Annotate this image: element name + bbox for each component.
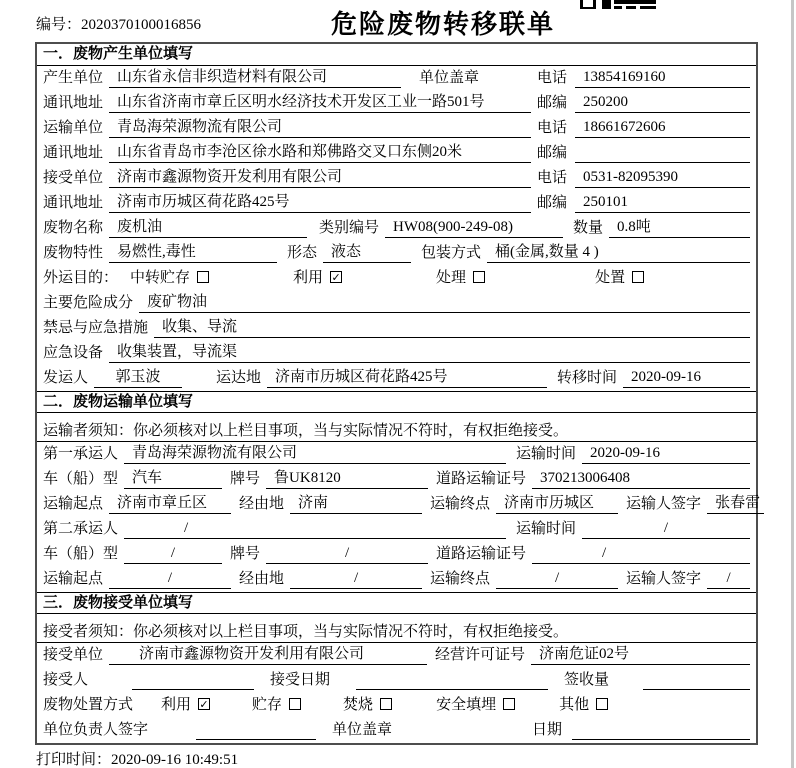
disposal-landfill-checkbox (503, 698, 515, 710)
disposal-use-option (161, 693, 210, 715)
packing-value: 桶(金属,数量 4 ) (487, 240, 750, 263)
accepting-unit-label: 接受单位 (43, 647, 104, 663)
vehicle1-plate-label: 牌号 (230, 471, 261, 487)
destination-value: 济南市历城区荷花路425号 (267, 365, 547, 388)
producer-phone-value: 13854169160 (575, 69, 750, 88)
producer-zip-value: 250200 (575, 94, 750, 113)
transporter-zip-value (575, 145, 750, 163)
accept-amount-label: 签收量 (564, 672, 610, 688)
producer-zip-group (537, 91, 750, 113)
shipper-value: 郭玉波 (94, 365, 182, 388)
category-number-label: 类别编号 (319, 220, 380, 236)
receiver-label: 接受单位 (43, 170, 104, 186)
shipping-row (37, 366, 756, 391)
disposal-row (37, 693, 756, 718)
disposal-burn-option (343, 693, 392, 715)
hazard-value: 废矿物油 (139, 290, 750, 313)
receiver-phone-value: 0531-82095390 (575, 169, 750, 188)
quantity-value: 0.8吨 (609, 215, 750, 238)
route2-end-label: 运输终点 (430, 571, 491, 587)
carrier2-time-value: / (582, 520, 750, 539)
treat-label: 处理 (436, 270, 467, 286)
sign-date-value (572, 722, 750, 740)
waste-property-label: 废物特性 (43, 245, 104, 261)
waste-property-value: 易燃性,毒性 (109, 240, 277, 263)
carrier1-label: 第一承运人 (43, 446, 119, 462)
carrier1-row (37, 442, 756, 467)
sign-date-label: 日期 (532, 722, 563, 738)
purpose-transfer-storage-option (130, 266, 209, 288)
emergency-equipment-value: 收集装置，导流渠 (109, 340, 750, 363)
form-value: 液态 (323, 240, 411, 263)
carrier2-time-label: 运输时间 (516, 521, 577, 537)
signature-row (37, 718, 756, 743)
producer-address-label: 通讯地址 (43, 95, 104, 111)
disposal-landfill-option (436, 693, 515, 715)
receiver-value: 济南市鑫源物资开发利用有限公司 (109, 165, 531, 188)
route1-via-value: 济南 (290, 491, 422, 514)
purpose-treat-option (436, 266, 485, 288)
waste-name-value: 废机油 (109, 215, 307, 238)
transporter-phone-group (537, 116, 750, 138)
transporter-address-label: 通讯地址 (43, 145, 104, 161)
route2-via-label: 经由地 (239, 571, 285, 587)
section2-header: 二．废物运输单位填写 (37, 391, 756, 413)
vehicle2-plate-value: / (266, 545, 428, 564)
carrier2-row (37, 517, 756, 542)
transporter-zip-label: 邮编 (537, 145, 568, 161)
purpose-row (37, 266, 756, 291)
emergency-equipment-label: 应急设备 (43, 345, 104, 361)
waste-name-row (37, 216, 756, 241)
transporter-label: 运输单位 (43, 120, 104, 136)
route1-row (37, 492, 761, 517)
print-time-value: 2020-09-16 10:49:51 (111, 752, 239, 768)
receiver-row (37, 166, 756, 191)
producer-row (37, 66, 756, 91)
route2-start-label: 运输起点 (43, 571, 104, 587)
dispose-label: 处置 (595, 270, 626, 286)
disposal-other-checkbox (596, 698, 608, 710)
producer-address-value: 山东省济南市章丘区明水经济技术开发区工业一路501号 (109, 90, 531, 113)
receiver-address-row (37, 191, 756, 216)
carrier1-time-value: 2020-09-16 (582, 445, 750, 464)
route1-sign-value: 张春雷 (707, 491, 764, 514)
use-checkbox: ✓ (331, 270, 341, 284)
route2-end-value: / (496, 570, 618, 589)
disposal-storage-option (252, 693, 301, 715)
producer-value: 山东省永信非织造材料有限公司 (109, 65, 401, 88)
vehicle2-type-label: 车（船）型 (43, 546, 119, 562)
transporter-address-value: 山东省青岛市李沧区徐水路和郑佛路交叉口东侧20米 (109, 140, 531, 163)
emergency-measures-row (37, 316, 756, 341)
route1-start-value: 济南市章丘区 (109, 491, 231, 514)
transporter-notice: 运输者须知：你必须核对以上栏目事项，当与实际情况不符时，有权拒绝接受。 (37, 413, 756, 442)
accept-row (37, 668, 756, 693)
print-time-label: 打印时间： (36, 752, 112, 768)
vehicle1-row (37, 467, 756, 492)
transporter-row (37, 116, 756, 141)
route1-end-value: 济南市历城区 (496, 491, 618, 514)
producer-phone-group (537, 66, 750, 88)
vehicle2-license-value: / (532, 545, 750, 564)
producer-zip-label: 邮编 (537, 95, 568, 111)
transfer-storage-checkbox (197, 271, 209, 283)
receiver-phone-label: 电话 (537, 170, 568, 186)
disposal-burn-checkbox (380, 698, 392, 710)
use-label: 利用 (293, 270, 324, 286)
hazard-row (37, 291, 756, 316)
print-time (36, 748, 238, 768)
treat-checkbox (473, 271, 485, 283)
vehicle2-plate-label: 牌号 (230, 546, 261, 562)
purpose-use-option (293, 266, 342, 288)
section3-header: 三．废物接受单位填写 (37, 592, 756, 614)
producer-phone-label: 电话 (537, 70, 568, 86)
destination-label: 运达地 (216, 370, 262, 386)
disposal-label: 废物处置方式 (43, 697, 134, 713)
waste-name-label: 废物名称 (43, 220, 104, 236)
waste-property-row (37, 241, 756, 266)
transporter-phone-value: 18661672606 (575, 119, 750, 138)
transporter-zip-group (537, 141, 750, 163)
vehicle1-license-value: 370213006408 (532, 470, 750, 489)
receiver-phone-group (537, 166, 750, 188)
receiver-zip-value: 250101 (575, 194, 750, 213)
transfer-storage-label: 中转贮存 (130, 270, 191, 286)
disposal-use-label: 利用 (161, 697, 192, 713)
carrier1-time-label: 运输时间 (516, 446, 577, 462)
route2-sign-value: / (707, 570, 750, 589)
vehicle1-plate-value: 鲁UK8120 (266, 466, 428, 489)
vehicle1-type-label: 车（船）型 (43, 471, 119, 487)
transfer-time-label: 转移时间 (557, 370, 618, 386)
emergency-measures-value: 收集、导流 (154, 315, 750, 338)
route2-row (37, 567, 756, 592)
operating-license-value: 济南危证02号 (531, 642, 750, 665)
receiver-zip-group (537, 191, 750, 213)
emergency-equipment-row (37, 341, 756, 366)
right-page-border (791, 0, 794, 768)
route1-end-label: 运输终点 (430, 496, 491, 512)
transporter-phone-label: 电话 (537, 120, 568, 136)
purpose-dispose-option (595, 266, 644, 288)
disposal-use-checkbox: ✓ (199, 697, 209, 711)
accept-person-label: 接受人 (43, 672, 89, 688)
emergency-measures-label: 禁忌与应急措施 (43, 320, 149, 336)
transporter-value: 青岛海荣源物流有限公司 (109, 115, 531, 138)
route2-sign-label: 运输人签字 (626, 571, 702, 587)
page-title: 危险废物转移联单 (330, 10, 555, 39)
accepting-unit-value: 济南市鑫源物资开发利用有限公司 (109, 642, 427, 665)
form-label: 形态 (287, 245, 318, 261)
accepting-unit-row (37, 643, 756, 668)
producer-label: 产生单位 (43, 70, 104, 86)
disposal-storage-checkbox (289, 698, 301, 710)
receiver-address-value: 济南市历城区荷花路425号 (109, 190, 531, 213)
disposal-burn-label: 焚烧 (343, 697, 374, 713)
dispose-checkbox (632, 271, 644, 283)
serial-label: 编号： (36, 17, 82, 33)
section1-header: 一．废物产生单位填写 (37, 44, 756, 66)
manifest-form (35, 42, 761, 745)
receiver-address-label: 通讯地址 (43, 195, 104, 211)
route2-start-value: / (109, 570, 231, 589)
carrier1-value: 青岛海荣源物流有限公司 (124, 441, 506, 464)
carrier2-label: 第二承运人 (43, 521, 119, 537)
carrier2-value: / (124, 520, 506, 539)
vehicle2-type-value: / (124, 545, 222, 564)
producer-address-row (37, 91, 756, 116)
responsible-sign-label: 单位负责人签字 (43, 722, 149, 738)
accept-date-label: 接受日期 (270, 672, 331, 688)
transporter-address-row (37, 141, 756, 166)
vehicle1-license-label: 道路运输证号 (436, 471, 527, 487)
route1-sign-label: 运输人签字 (626, 496, 702, 512)
vehicle2-license-label: 道路运输证号 (436, 546, 527, 562)
route1-via-label: 经由地 (239, 496, 285, 512)
hazard-label: 主要危险成分 (43, 295, 134, 311)
route1-start-label: 运输起点 (43, 496, 104, 512)
route2-via-value: / (290, 570, 422, 589)
receiver-zip-label: 邮编 (537, 195, 568, 211)
disposal-other-option (559, 693, 608, 715)
quantity-label: 数量 (573, 220, 604, 236)
receiver-notice: 接受者须知：你必须核对以上栏目事项，当与实际情况不符时，有权拒绝接受。 (37, 614, 756, 643)
disposal-other-label: 其他 (559, 697, 590, 713)
unit-seal-label: 单位盖章 (419, 70, 480, 86)
transfer-time-value: 2020-09-16 (623, 369, 750, 388)
unit-seal2-label: 单位盖章 (332, 722, 393, 738)
accept-amount-value (643, 672, 750, 690)
disposal-storage-label: 贮存 (252, 697, 283, 713)
accept-person-value (132, 672, 254, 690)
accept-date-value (356, 672, 548, 690)
disposal-landfill-label: 安全填埋 (436, 697, 497, 713)
shipper-label: 发运人 (43, 370, 89, 386)
purpose-label: 外运目的： (43, 270, 119, 286)
vehicle2-row (37, 542, 756, 567)
responsible-sign-value (196, 722, 316, 740)
vehicle1-type-value: 汽车 (124, 466, 222, 489)
operating-license-label: 经营许可证号 (435, 647, 526, 663)
category-number-value: HW08(900-249-08) (385, 219, 563, 238)
serial-value: 2020370100016856 (81, 17, 202, 33)
packing-label: 包装方式 (421, 245, 482, 261)
